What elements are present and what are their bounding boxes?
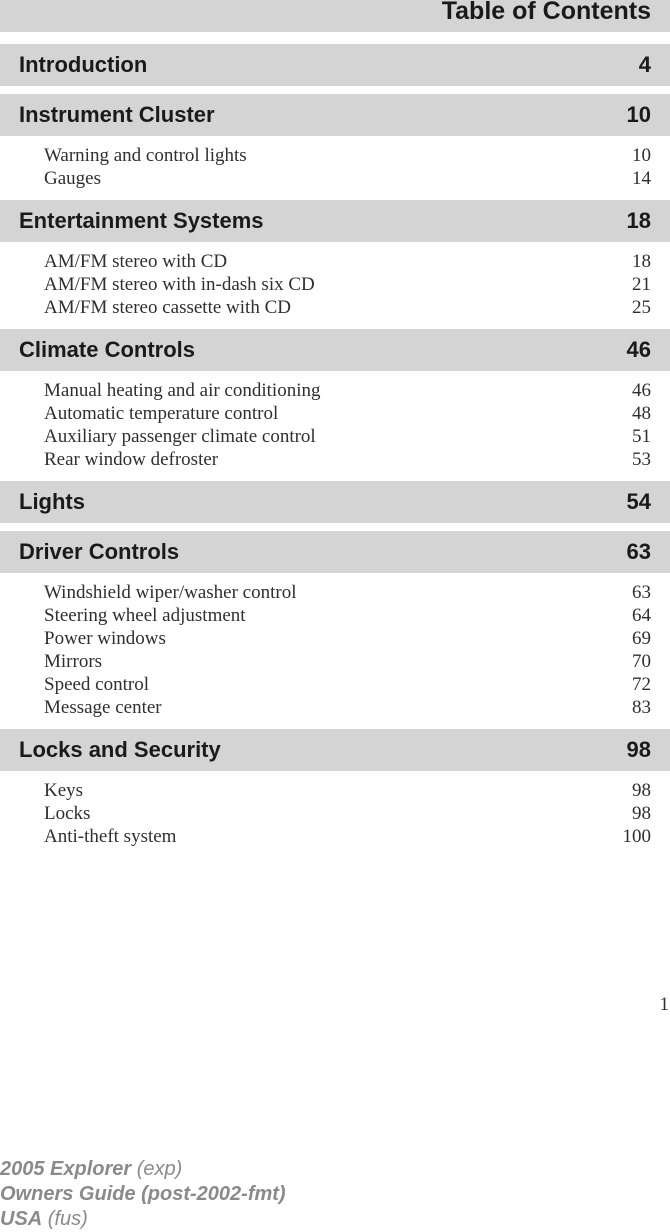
entry-title: Message center <box>44 697 162 718</box>
entry-title: Anti-theft system <box>44 826 177 847</box>
toc-section <box>0 329 670 473</box>
toc-entry[interactable] <box>0 674 670 697</box>
section-title: Entertainment Systems <box>19 208 264 233</box>
toc-entry[interactable] <box>0 826 670 849</box>
toc-section <box>0 44 670 86</box>
section-header[interactable] <box>0 329 670 371</box>
toc-entry[interactable] <box>0 628 670 651</box>
toc-entry[interactable] <box>0 251 670 274</box>
footer <box>0 1157 286 1232</box>
entry-list <box>0 242 670 321</box>
toc-entry[interactable] <box>0 803 670 826</box>
entry-page: 70 <box>632 651 651 672</box>
entry-page: 72 <box>632 674 651 695</box>
toc-entry[interactable] <box>0 449 670 472</box>
entry-list <box>0 371 670 473</box>
entry-title: Warning and control lights <box>44 145 247 166</box>
entry-title: Locks <box>44 803 91 824</box>
entry-list <box>0 771 670 850</box>
entry-page: 25 <box>632 297 651 318</box>
toc-entry[interactable] <box>0 426 670 449</box>
entry-title: AM/FM stereo with in-dash six CD <box>44 274 315 295</box>
toc-entry[interactable] <box>0 697 670 720</box>
entry-title: Speed control <box>44 674 150 695</box>
section-page: 98 <box>626 737 651 762</box>
entry-title: Keys <box>44 780 84 801</box>
section-title: Driver Controls <box>19 539 180 564</box>
page-title: Table of Contents <box>441 0 651 25</box>
entry-title: Power windows <box>44 628 166 649</box>
entry-page: 10 <box>632 145 651 166</box>
toc-entry[interactable] <box>0 651 670 674</box>
entry-page: 53 <box>632 449 651 470</box>
toc-entry[interactable] <box>0 582 670 605</box>
footer-model-code: (exp) <box>136 1158 183 1180</box>
entry-title: AM/FM stereo with CD <box>44 251 228 272</box>
title-bar <box>0 0 670 32</box>
toc-entry[interactable] <box>0 168 670 191</box>
footer-market: USA <box>0 1208 43 1230</box>
entry-title: Rear window defroster <box>44 449 219 470</box>
entry-page: 46 <box>632 380 651 401</box>
section-header[interactable] <box>0 531 670 573</box>
entry-page: 63 <box>632 582 651 603</box>
section-header[interactable] <box>0 44 670 86</box>
entry-title: Steering wheel adjustment <box>44 605 246 626</box>
entry-title: Mirrors <box>44 651 103 672</box>
toc-section <box>0 200 670 321</box>
section-page: 46 <box>626 337 651 362</box>
entry-page: 64 <box>632 605 651 626</box>
entry-page: 21 <box>632 274 651 295</box>
section-title: Lights <box>19 489 85 514</box>
entry-list <box>0 136 670 192</box>
toc-entry[interactable] <box>0 403 670 426</box>
entry-title: AM/FM stereo cassette with CD <box>44 297 291 318</box>
entry-list <box>0 573 670 721</box>
entry-title: Automatic temperature control <box>44 403 279 424</box>
section-title: Climate Controls <box>19 337 196 362</box>
toc-section <box>0 481 670 523</box>
toc-section <box>0 531 670 721</box>
entry-page: 98 <box>632 803 651 824</box>
entry-title: Auxiliary passenger climate control <box>44 426 316 447</box>
toc-entry[interactable] <box>0 780 670 803</box>
section-title: Locks and Security <box>19 737 221 762</box>
toc-entry[interactable] <box>0 380 670 403</box>
entry-page: 100 <box>622 826 651 847</box>
section-page: 63 <box>626 539 651 564</box>
toc-entry[interactable] <box>0 145 670 168</box>
footer-model: 2005 Explorer <box>0 1158 132 1180</box>
section-page: 18 <box>626 208 651 233</box>
section-page: 54 <box>626 489 651 514</box>
section-header[interactable] <box>0 729 670 771</box>
entry-page: 48 <box>632 403 651 424</box>
entry-title: Manual heating and air conditioning <box>44 380 321 401</box>
entry-page: 83 <box>632 697 651 718</box>
section-title: Instrument Cluster <box>19 102 215 127</box>
entry-page: 14 <box>632 168 651 189</box>
section-header[interactable] <box>0 200 670 242</box>
toc-entry[interactable] <box>0 274 670 297</box>
entry-title: Windshield wiper/washer control <box>44 582 297 603</box>
toc-section <box>0 729 670 850</box>
table-of-contents <box>0 44 670 858</box>
entry-title: Gauges <box>44 168 101 189</box>
toc-section <box>0 94 670 192</box>
entry-page: 18 <box>632 251 651 272</box>
footer-guide: Owners Guide (post-2002-fmt) <box>0 1183 286 1205</box>
entry-page: 51 <box>632 426 651 447</box>
section-header[interactable] <box>0 94 670 136</box>
entry-page: 69 <box>632 628 651 649</box>
toc-entry[interactable] <box>0 605 670 628</box>
section-title: Introduction <box>19 52 148 77</box>
section-page: 4 <box>638 52 651 77</box>
section-page: 10 <box>626 102 651 127</box>
section-header[interactable] <box>0 481 670 523</box>
footer-market-code: (fus) <box>47 1208 88 1230</box>
entry-page: 98 <box>632 780 651 801</box>
toc-entry[interactable] <box>0 297 670 320</box>
page-number: 1 <box>659 994 669 1015</box>
